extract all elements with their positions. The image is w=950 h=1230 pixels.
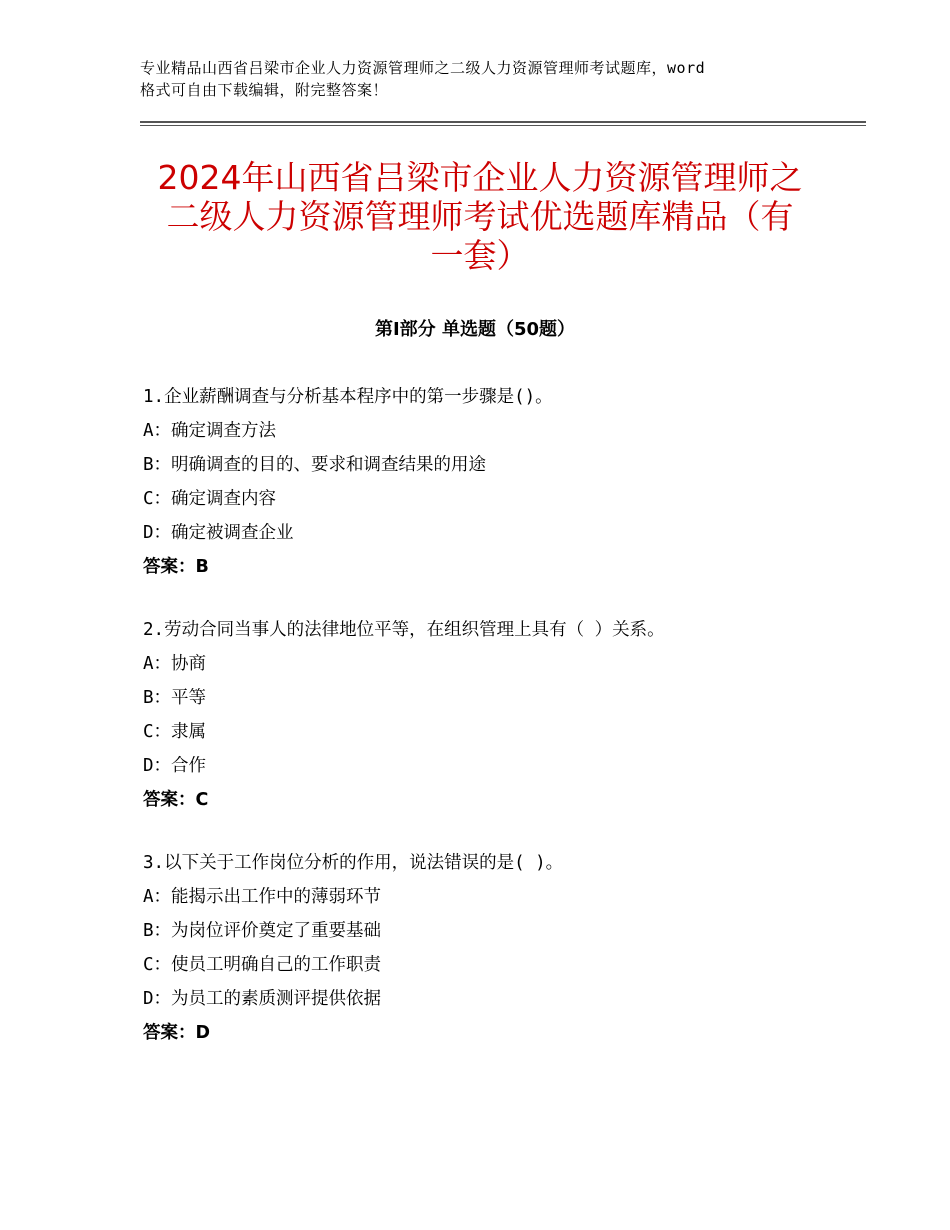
- option-b: B：明确调查的目的、要求和调查结果的用途: [143, 455, 487, 475]
- question-text: 3.以下关于工作岗位分析的作用，说法错误的是( )。: [143, 853, 564, 873]
- option-b: B：为岗位评价奠定了重要基础: [143, 921, 382, 941]
- header-note-line-1: 专业精品山西省吕梁市企业人力资源管理师之二级人力资源管理师考试题库，word: [140, 59, 706, 77]
- question-text: 1.企业薪酬调查与分析基本程序中的第一步骤是()。: [143, 387, 553, 407]
- question-text: 2.劳动合同当事人的法律地位平等，在组织管理上具有（ ）关系。: [143, 620, 665, 640]
- question-list: [143, 380, 863, 1079]
- header-divider-thin: [140, 125, 866, 126]
- option-c: C：隶属: [143, 722, 207, 742]
- question-1: [143, 380, 863, 584]
- question-2: [143, 613, 863, 817]
- option-d: D：确定被调查企业: [143, 523, 294, 543]
- title-line-2: 二级人力资源管理师考试优选题库精品（有: [166, 197, 794, 236]
- option-d: D：为员工的素质测评提供依据: [143, 989, 382, 1009]
- header-note-line-2: 格式可自由下载编辑，附完整答案！: [140, 81, 389, 99]
- option-b: B：平等: [143, 688, 207, 708]
- option-a: A：能揭示出工作中的薄弱环节: [143, 887, 382, 907]
- option-d: D：合作: [143, 756, 207, 776]
- header-divider-thick: [140, 121, 866, 123]
- title-line-3: 一套）: [430, 236, 530, 275]
- option-c: C：使员工明确自己的工作职责: [143, 955, 382, 975]
- section-heading: 第Ⅰ部分 单选题（50题）: [374, 319, 575, 340]
- answer-line: 答案：B: [143, 557, 209, 577]
- header-note: [140, 57, 820, 101]
- option-a: A：确定调查方法: [143, 421, 277, 441]
- answer-line: 答案：C: [143, 790, 209, 810]
- title-line-1: 2024年山西省吕梁市企业人力资源管理师之: [157, 158, 803, 197]
- answer-line: 答案：D: [143, 1023, 211, 1043]
- question-3: [143, 846, 863, 1050]
- document-title: [130, 158, 830, 275]
- option-c: C：确定调查内容: [143, 489, 277, 509]
- option-a: A：协商: [143, 654, 207, 674]
